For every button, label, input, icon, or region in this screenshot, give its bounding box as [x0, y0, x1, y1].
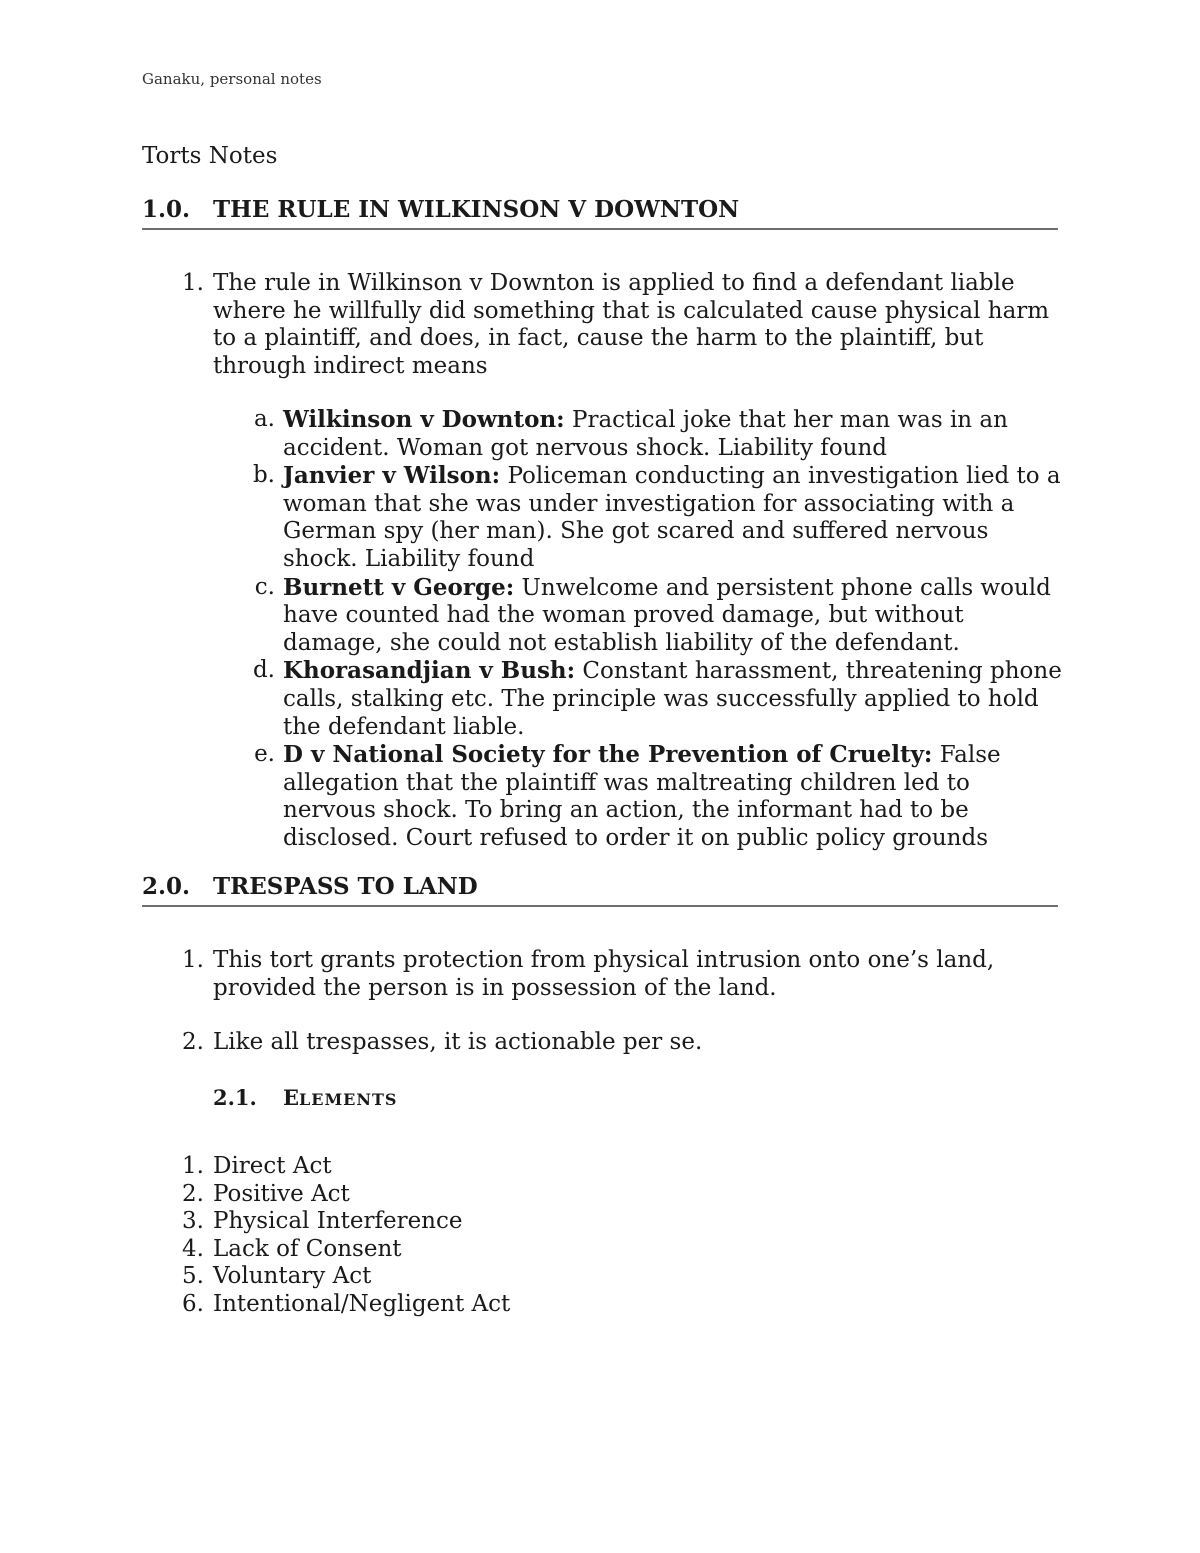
case-description: Unwelcome and persistent phone calls would have counted had the woman proved damage, but without damage, she could not establish liability of the defendant.	[283, 574, 1051, 656]
list-item-text: Positive Act	[213, 1180, 350, 1207]
list-marker: 1.	[182, 270, 204, 296]
subsection-heading	[213, 1084, 397, 1114]
list-marker: a.	[253, 406, 275, 432]
list-item	[142, 947, 1062, 1002]
case-item	[142, 406, 1062, 462]
case-item	[142, 657, 1062, 741]
list-marker: e.	[254, 741, 275, 768]
subsection-number: 2.1.	[213, 1085, 257, 1110]
case-name: Khorasandjian v Bush:	[283, 657, 576, 685]
list-item-text: The rule in Wilkinson v Downton is applied to find a defendant liable where he willfully did something that is calculated cause physical harm to a plaintiff, and does, in fact, cause the harm to the plaintiff, but through indirect means	[213, 270, 1050, 379]
list-marker: b.	[252, 462, 275, 489]
list-item	[142, 1181, 1062, 1209]
list-item-text: Physical Interference	[213, 1208, 463, 1235]
list-marker: 3.	[182, 1208, 204, 1235]
section-heading-1	[142, 196, 1058, 230]
list-item-text: Voluntary Act	[213, 1263, 372, 1290]
case-description: Policeman conducting an investigation lied to a woman that she was under investigation for associating with a German spy (her man). She got scared and suffered nervous shock. Liability found	[283, 463, 1061, 572]
list-item	[142, 1029, 1062, 1057]
list-item-text: Direct Act	[213, 1153, 332, 1179]
list-marker: c.	[254, 573, 275, 600]
case-description: Constant harassment, threatening phone calls, stalking etc. The principle was successfully applied to hold the defendant liable.	[283, 658, 1062, 740]
list-item-text: Like all trespasses, it is actionable per se.	[213, 1029, 703, 1055]
case-name: Burnett v George:	[283, 573, 515, 601]
section-title: TRESPASS TO LAND	[213, 873, 478, 900]
list-marker: 4.	[182, 1235, 204, 1262]
case-item	[142, 574, 1062, 658]
list-marker: 5.	[182, 1263, 204, 1290]
elements-list	[142, 1153, 1062, 1319]
case-name: D v National Society for the Prevention of Cruelty:	[283, 741, 933, 769]
list-marker: d.	[252, 657, 275, 684]
list-marker: 2.	[182, 1180, 204, 1207]
section-heading-2	[142, 873, 1058, 907]
section-2-item-1	[142, 947, 1062, 1002]
list-item	[142, 1263, 1062, 1291]
case-item	[142, 462, 1062, 573]
running-header: Ganaku, personal notes	[142, 70, 322, 88]
list-marker: 1.	[182, 1153, 204, 1179]
case-name: Janvier v Wilson:	[283, 462, 501, 490]
list-item-text: Lack of Consent	[213, 1235, 402, 1262]
list-item	[142, 1236, 1062, 1264]
case-description: False allegation that the plaintiff was maltreating children led to nervous shock. To bring an action, the informant had to be disclosed. Court refused to order it on public policy grounds	[283, 742, 1001, 851]
list-item-text: This tort grants protection from physical intrusion onto one’s land, provided the person is in possession of the land.	[213, 947, 995, 1001]
case-name: Wilkinson v Downton:	[283, 406, 565, 433]
subsection-title-rest: LEMENTS	[299, 1090, 398, 1109]
list-item	[142, 1291, 1062, 1319]
subsection-title-initial: E	[283, 1085, 300, 1110]
case-list	[142, 406, 1062, 853]
section-1-body	[142, 270, 1062, 380]
list-item	[142, 270, 1062, 380]
list-item-text: Intentional/Negligent Act	[213, 1290, 511, 1317]
list-marker: 2.	[182, 1029, 204, 1055]
case-description: Practical joke that her man was in an accident. Woman got nervous shock. Liability found	[283, 407, 1008, 461]
section-number: 1.0.	[142, 196, 191, 223]
section-number: 2.0.	[142, 873, 191, 900]
list-marker: 1.	[182, 947, 204, 973]
document-title: Torts Notes	[142, 143, 278, 169]
section-title: THE RULE IN WILKINSON V DOWNTON	[213, 196, 740, 223]
case-item	[142, 741, 1062, 852]
section-2-item-2	[142, 1029, 1062, 1057]
list-item	[142, 1153, 1062, 1181]
list-marker: 6.	[182, 1290, 204, 1317]
list-item	[142, 1208, 1062, 1236]
